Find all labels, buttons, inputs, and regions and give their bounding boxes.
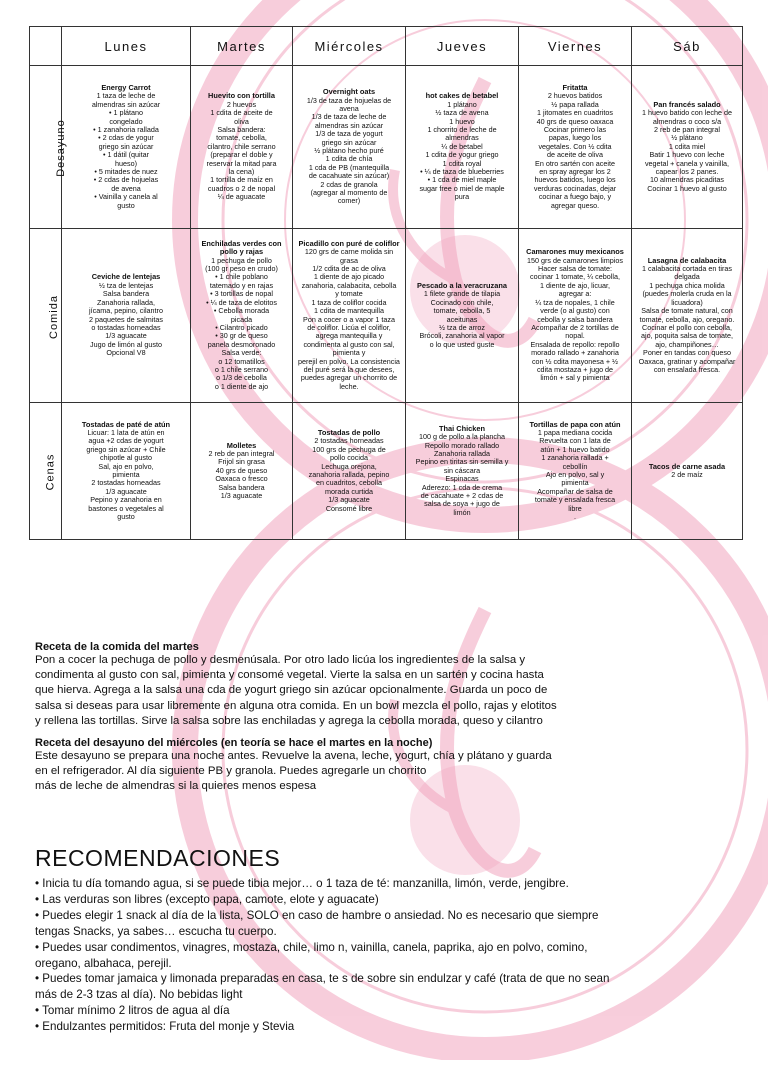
dish-line: • Cilantro picado (215, 322, 268, 332)
meal-cell (191, 403, 293, 540)
dish-title: Camarones muy mexicanos (526, 247, 624, 257)
recipe-line: que hierva. Agrega a la salsa una cda de yogurt griego sin azúcar opcionalmente. Guarda un poco de (35, 684, 548, 697)
dish-line: la cena) (228, 167, 255, 177)
dish-line: de avena (111, 183, 141, 193)
dish-line: del puré será la que desees, (303, 364, 395, 374)
dish-line: Cocinar primero las (543, 124, 607, 134)
recipe-line: salsa si deseas para usar libremente en alguna otra comida. En un bowl mezcla el pollo, rajas y elotitos (35, 699, 557, 712)
dish-line: Salsa bandera: (217, 124, 266, 134)
dish-line: picada (230, 314, 253, 324)
dish-line: Pepino en tiritas sin semilla y (415, 457, 509, 467)
dish-line: Consomé libre (325, 503, 373, 513)
dish-line: Cocinado con chile, (430, 297, 494, 307)
dish-line: griego sin azúcar (98, 141, 154, 151)
dish-line: pimienta (561, 478, 589, 488)
dish-line: sugar free o miel de maple (419, 183, 505, 193)
dish-line: o 12 tomatillos (218, 356, 265, 366)
dish-line: Cocinar 1 huevo al gusto (647, 183, 727, 193)
recommendation-line: • Puedes tomar jamaica y limonada preparadas en casa, te s de sobre sin endulzar y café (trata de que no sean (35, 972, 610, 986)
dish-title: Fritatta (562, 82, 588, 92)
dish-line: limón (453, 507, 471, 517)
dish-line: 1 huevo (449, 116, 475, 126)
dish-line: • 2 cdas de hojuelas (93, 175, 159, 185)
dish-line: Sal, ajo en polvo, (98, 461, 154, 471)
meal-cell (293, 66, 406, 229)
dish-title: Tostadas de paté de atún (81, 419, 171, 429)
dish-line: • 1 zanahoria rallada (93, 124, 159, 134)
dish-line: salsa de soya + jugo de (424, 499, 500, 509)
dish-line: atún + 1 huevo batido (540, 444, 610, 454)
dish-title: Overnight oats (322, 87, 376, 97)
meal-label-cell (30, 66, 67, 229)
recommendation-line: • Endulzantes permitidos: Fruta del monje y Stevia (35, 1020, 295, 1034)
dish-line: Revuelta con 1 lata de (539, 436, 611, 446)
dish-line: 1/3 aguacate (328, 495, 370, 505)
dish-line: (puedes molerla cruda en la (642, 289, 732, 299)
dish-line: 100 g de pollo a la plancha (419, 432, 505, 442)
recommendation-line: más de 2-3 tzas al día). No bebidas light (35, 988, 243, 1002)
dish-line: cocinar 1 tomate, ¼ cebolla, (530, 272, 620, 282)
dish-line: Lechuga orejona, (321, 461, 377, 471)
dish-line: papas, luego los (548, 133, 602, 143)
meal-row-cenas (30, 403, 743, 540)
day-header-viernes: Viernes (519, 27, 632, 66)
dish-line: Acompañar de salsa de (537, 486, 613, 496)
dish-line: cebolla y salsa bandera (537, 314, 613, 324)
dish-line: agregar a: (558, 289, 592, 299)
meal-row-comida (30, 229, 743, 403)
dish-line: • 30 gr de queso (215, 331, 268, 341)
dish-line: con ½ cdita mayonesa + ½ (531, 356, 619, 366)
dish-title: Pan francés salado (653, 99, 721, 109)
dish-title: Tacos de carne asada (648, 461, 726, 471)
dish-line: • ¼ de taza de blueberries (420, 167, 504, 177)
dish-line: Licuar: 1 lata de atún en (87, 427, 165, 437)
dish-line: ½ tza de arroz (439, 322, 485, 332)
dish-line: zanahoria rallada, pepino (308, 470, 390, 479)
day-header-martes: Martes (191, 27, 293, 66)
dish-line: Pon a cocer o a vapor 1 taza (303, 314, 395, 324)
recipe-line: y rellena las tortillas. Sirve la salsa sobre las enchiladas y agrega la cebolla morada, queso y cilantro (35, 714, 543, 727)
dish-line: ¼ de aguacate (217, 192, 266, 202)
dish-line: • 1 plátano (108, 108, 144, 118)
dish-line: gusto (117, 512, 135, 522)
meal-cell (191, 66, 293, 229)
dish-line: Ajo en polvo, sal y (545, 470, 605, 479)
dish-line: 100 grs de pechuga de (312, 444, 386, 454)
dish-line: Salsa bandera (218, 482, 265, 492)
dish-line: cilantro, chile serrano (207, 141, 276, 151)
day-header-sabado: Sáb (632, 27, 743, 66)
dish-line: libre (568, 503, 582, 513)
dish-line: En otro sartén con aceite (535, 158, 615, 168)
dish-line: ¼ tza de nopales, 1 chile (535, 297, 615, 307)
dish-line: Acompañar de 2 tortillas de (531, 322, 619, 332)
meal-label: Desayuno (54, 119, 67, 177)
recommendation-line: • Tomar mínimo 2 litros de agua al día (35, 1004, 230, 1018)
dish-line: 1 pechuga chica molida (649, 280, 725, 290)
dish-line: huevos batidos, luego los (534, 175, 616, 185)
dish-line: 1 chorrito de leche de (427, 124, 497, 134)
dish-line: 2 cdas de granola (320, 179, 378, 189)
dish-title: Tostadas de pollo (317, 427, 381, 437)
dish-title: Lasagna de calabacita (647, 255, 727, 265)
dish-line: de aceite de oliva (547, 150, 603, 160)
dish-line: 1 plátano (447, 99, 477, 109)
dish-line: tomate, cebolla, ajo, oregano. (639, 314, 735, 324)
dish-line: perejil en polvo. La consistencia (298, 356, 400, 366)
dish-line: verde (o al gusto) con (540, 306, 610, 316)
dish-line: morado rallado + zanahoria (531, 348, 619, 358)
corner-cell (30, 27, 62, 66)
dish-line: 2 huevos batidos (547, 91, 603, 101)
meal-cell (191, 229, 293, 403)
dish-line: o 1 chile serrano (214, 364, 269, 374)
dish-line: o tostadas horneadas (91, 322, 161, 332)
dish-line: 10 almendras picaditas (650, 175, 724, 185)
dish-title: Enchiladas verdes con pollo y rajas (201, 238, 282, 257)
dish-line: Batir 1 huevo con leche (649, 150, 725, 160)
meal-cell (519, 229, 632, 403)
recommendations-title: RECOMENDACIONES (35, 845, 281, 871)
dish-line: 1/3 de taza de hojuelas de (306, 95, 392, 105)
dish-line: 1 jitomates en cuadritos (537, 108, 613, 118)
dish-title: Huevito con tortilla (208, 91, 275, 101)
dish-line: vegetal + canela y vainilla, (644, 158, 730, 168)
dish-title: Energy Carrot (101, 82, 151, 92)
meal-label-cell (30, 229, 62, 403)
dish-title: Pescado a la veracruzana (417, 280, 507, 290)
dish-line: • Vainilla y canela al (94, 192, 158, 202)
meal-cell (406, 66, 519, 229)
dish-line: 1 cda de PB (mantequilla (308, 162, 390, 172)
dish-title: Thai Chicken (439, 423, 485, 433)
day-header-jueves: Jueves (406, 27, 519, 66)
dish-line: Zanahoria rallada (434, 448, 490, 458)
dish-line: chipotle al gusto (100, 453, 152, 463)
dish-line: cdita mostaza + jugo de (536, 364, 614, 374)
dish-line: 150 grs de camarones limpios (527, 255, 623, 265)
dish-line: (agregar al momento de (310, 188, 388, 198)
meal-label-cell (30, 403, 62, 540)
dish-line: verduras cocinadas, dejar (533, 183, 617, 193)
weekly-meal-plan-table (29, 26, 743, 540)
dish-line: tomate y ensalada fresca (534, 495, 616, 505)
recipe-line: en el refrigerador. Al día siguiente PB y granola. Puedes agregarle un chorrito (35, 765, 427, 778)
meal-cell (293, 403, 406, 540)
recipe-line: condimenta al gusto con sal, pimienta y consomé vegetal. Vierte la salsa en un sartén y cocina hasta (35, 669, 544, 682)
recipe-title: Receta de la comida del martes (35, 641, 199, 653)
dish-line: tomate, cebolla, 5 (433, 306, 491, 316)
dish-line: zanahoria, calabacita, cebolla (301, 280, 397, 290)
dish-line: . (574, 512, 576, 522)
dish-line: Ensalada de repollo: repollo (530, 339, 620, 349)
dish-line: avena (339, 103, 359, 113)
dish-line: agregar queso. (550, 200, 600, 210)
dish-line: 2 de maíz (671, 470, 703, 479)
dish-line: • 3 tortillas de nopal (210, 289, 273, 299)
dish-line: 1 cdita de mantequilla (314, 306, 384, 316)
recommendation-line: • Inicia tu día tomando agua, si se puede tibia mejor… o 1 taza de té: manzanilla, limón, verde, jengibre. (35, 877, 569, 890)
dish-line: bastones o vegetales al (88, 503, 164, 513)
meal-cell (62, 229, 191, 403)
dish-line: capear los 2 panes. (655, 167, 719, 177)
dish-line: almendras sin azúcar (91, 99, 161, 109)
dish-line: 1 huevo batido con leche de (642, 108, 732, 118)
recipes-section (35, 641, 735, 795)
dish-line: 1 taza de leche de (96, 91, 156, 101)
dish-line: pollo cocida (330, 453, 368, 463)
dish-line: 1 cdita royal (442, 158, 482, 168)
dish-line: • 2 cdas de yogur (98, 133, 154, 143)
meal-cell (293, 229, 406, 403)
dish-line: hueso) (115, 158, 137, 168)
dish-line: 1 calabacita cortada en tiras (642, 264, 732, 274)
dish-line: cocinar a fuego bajo, y (538, 192, 612, 202)
dish-line: reservar la mitad para (206, 158, 277, 168)
dish-line: 2 tostadas horneadas (91, 478, 161, 488)
meal-cell (62, 403, 191, 540)
meal-cell (519, 403, 632, 540)
dish-line: ¼ de betabel (441, 141, 483, 151)
dish-line: 1 cdita de chía (325, 154, 373, 164)
dish-line: cuadros o 2 de nopal (207, 183, 276, 193)
dish-line: 1 tortilla de maíz en (210, 175, 273, 185)
dish-line: comer) (337, 196, 361, 206)
dish-line: almendras (445, 133, 479, 143)
dish-line: leche. (339, 381, 359, 391)
dish-line: 1 papa mediana cocida (537, 427, 613, 437)
dish-line: 2 tostadas horneadas (314, 436, 384, 446)
dish-line: vegetales. Con ½ cdita (538, 141, 612, 151)
dish-line: 120 grs de carne molida sin (304, 247, 394, 257)
dish-line: griego sin azúcar + Chile (86, 444, 166, 454)
dish-line: delgada (674, 272, 700, 282)
dish-line: pimienta (112, 470, 140, 479)
meal-cell (406, 229, 519, 403)
dish-line: o 1/3 de cebolla (216, 373, 267, 383)
dish-line: Brócoli, zanahoria al vapor (419, 331, 505, 341)
recommendation-line: oregano, albahaca, perejil. (35, 956, 172, 970)
dish-line: 1/3 de taza de yogurt (315, 129, 383, 139)
dish-line: 1/3 aguacate (105, 331, 147, 341)
dish-line: con ensalada fresca. (653, 364, 721, 374)
dish-line: griego sin azúcar (321, 137, 377, 147)
recipe-line: Este desayuno se prepara una noche antes. Revuelve la avena, leche, yogurt, chía y plátano y guarda (35, 750, 552, 763)
dish-line: Hacer salsa de tomate: (538, 264, 612, 274)
dish-line: Zanahoria rallada, (97, 297, 155, 307)
dish-line: en spray agregar los 2 (539, 167, 611, 177)
dish-line: 1/3 aguacate (220, 491, 263, 501)
dish-line: • 5 mitades de nuez (94, 167, 158, 177)
dish-line: de cacahuate sin azúcar) (308, 171, 390, 181)
dish-line: Salsa bandera (102, 289, 150, 299)
dish-line: puedes agregar un chorrito de (300, 373, 398, 383)
dish-line: grasa (340, 255, 358, 265)
dish-line: Frijol sin grasa (218, 457, 265, 467)
dish-line: • Cebolla morada (213, 306, 270, 316)
dish-line: • 1 cda de miel maple (427, 175, 497, 185)
recommendation-line: • Puedes usar condimentos, vinagres, mostaza, chile, limo n, vainilla, canela, paprika, ajo en polvo, comino, (35, 940, 588, 954)
dish-line: Opcional V8 (106, 348, 146, 358)
dish-line: tatemado y en rajas (209, 280, 274, 290)
dish-line: 1 filete grande de tilapia (423, 289, 501, 299)
dish-line: • 1 chile poblano (215, 272, 268, 282)
recommendation-line: • Las verduras son libres (excepto papa, camote, elote y aguacate) (35, 892, 379, 906)
dish-line: Pepino y zanahoria en (90, 495, 162, 505)
recipe-line: más de leche de almendras si la quieres menos espesa (35, 780, 317, 793)
recommendation-line: • Puedes elegir 1 snack al día de la lista, SOLO en caso de hambre o ansiedad. No es necesario que siempre (35, 908, 599, 922)
dish-line: Espinacas (445, 474, 479, 484)
dish-line: ajo, poquita salsa de tomate, (641, 331, 733, 341)
dish-line: 2 paquetes de salmitas (89, 314, 163, 324)
dish-line: agrega mantequilla y (315, 331, 383, 341)
dish-line: de coliflor. Licúa el coliflor, (307, 322, 391, 332)
meal-cell (62, 66, 191, 229)
dish-line: nopal. (565, 331, 585, 341)
dish-line: ½ tza de lentejas (98, 280, 154, 290)
dish-line: aceitunas (446, 314, 478, 324)
dish-line: (100 gr peso en crudo) (205, 264, 278, 274)
dish-line: 2 reb de pan integral (208, 448, 275, 458)
dish-line: Cocinar el pollo con cebolla, (642, 322, 732, 332)
dish-line: morada curtida (325, 486, 373, 496)
dish-line: Poner en tandas con queso (643, 348, 731, 358)
dish-line: Oaxaca o fresco (215, 474, 268, 484)
dish-line: almendras o coco s/a (652, 116, 722, 126)
dish-line: panela desmoronado (207, 339, 276, 349)
dish-line: gusto (117, 200, 135, 210)
dish-line: 1/3 aguacate (105, 486, 147, 496)
day-header-row (30, 27, 743, 66)
dish-line: congelado (109, 116, 143, 126)
dish-line: almendras sin azúcar (314, 120, 384, 130)
dish-line: licuadora) (671, 297, 703, 307)
dish-line: ½ papa rallada (551, 99, 599, 109)
recipe-line: Pon a cocer la pechuga de pollo y desmenúsala. Por otro lado licúa los ingredientes de la salsa y (35, 654, 526, 666)
dish-line: 1 cdita de aceite de (210, 108, 273, 118)
dish-line: cebollín (562, 461, 588, 471)
day-header-lunes: Lunes (62, 27, 191, 66)
dish-line: ½ taza de avena (435, 108, 489, 118)
dish-line: Jugo de limón al gusto (90, 339, 162, 349)
dish-line: en cuadritos, cebolla (316, 478, 382, 488)
dish-line: 1 cdita de yogur griego (425, 150, 499, 160)
day-header-miercoles: Miércoles (293, 27, 406, 66)
dish-line: pimienta y (332, 348, 366, 358)
dish-line: 1 diente de ajo picado (313, 272, 385, 282)
dish-line: 2 reb de pan integral (654, 124, 720, 134)
dish-line: Aderezo: 1 cda de crema (421, 482, 503, 492)
dish-line: 1/3 de taza de leche de (311, 112, 387, 122)
dish-line: condimenta al gusto con sal, (303, 339, 395, 349)
recommendations-section (35, 845, 735, 1035)
dish-line: sin cáscara (443, 465, 481, 475)
dish-line: Oaxaca, gratinar y acompañar (638, 356, 736, 366)
dish-line: 1 cdita miel (668, 141, 706, 151)
dish-title: Tortillas de papa con atún (529, 419, 621, 429)
dish-line: oliva (234, 116, 249, 126)
dish-line: o lo que usted guste (429, 339, 495, 349)
recipe-title: Receta del desayuno del miércoles (en teoría se hace el martes en la noche) (35, 737, 433, 750)
dish-line: o 1 diente de ajo (214, 381, 269, 391)
dish-line: 1 taza de coliflor cocida (311, 297, 387, 307)
meal-cell (519, 66, 632, 229)
dish-line: (preparar el doble y (210, 150, 273, 160)
dish-title: Molletes (226, 440, 257, 450)
dish-line: 40 grs de queso (215, 465, 268, 475)
dish-line: agua +2 cdas de yogurt (88, 436, 164, 446)
dish-line: pura (454, 192, 470, 202)
dish-line: ½ plátano (671, 133, 703, 143)
dish-line: • ¼ de taza de elotitos (206, 297, 277, 307)
meal-cell (632, 229, 743, 403)
dish-line: 40 grs de queso oaxaca (536, 116, 614, 126)
dish-line: Repollo morado rallado (424, 440, 500, 450)
dish-line: ½ plátano hecho puré (314, 146, 384, 155)
dish-title: hot cakes de betabel (425, 91, 499, 101)
dish-line: Salsa de tomate natural, con (641, 306, 733, 316)
dish-title: Picadillo con puré de coliflor (298, 238, 400, 248)
dish-title: Ceviche de lentejas (91, 272, 161, 282)
dish-line: Salsa verde: (221, 348, 262, 358)
meal-label: Cenas (44, 453, 57, 491)
dish-line: tomate, cebolla, (216, 133, 267, 143)
dish-line: 1 zanahoria rallada + (541, 453, 609, 463)
meal-cell (406, 403, 519, 540)
dish-line: • 1 dátil (quitar (102, 150, 150, 160)
dish-line: limón + sal y pimienta (540, 373, 610, 383)
meal-cell (632, 66, 743, 229)
dish-line: jícama, pepino, cilantro (89, 306, 163, 316)
dish-line: 1 diente de ajo, licuar, (540, 280, 610, 290)
recommendation-line: tengas Snacks, ya sabes… escucha tu cuerpo. (35, 924, 277, 938)
dish-line: 1 pechuga de pollo (211, 255, 272, 265)
dish-line: 2 huevos (226, 99, 257, 109)
meal-label: Comida (47, 294, 60, 339)
meal-cell (632, 403, 743, 540)
dish-line: de cacahuate + 2 cdas de (420, 491, 504, 501)
meal-row-desayuno (30, 66, 743, 229)
dish-line: 1/2 cdita de ac de oliva (312, 264, 386, 274)
dish-line: ajo, champiñones… (655, 339, 719, 349)
dish-line: y tomate (335, 289, 363, 299)
